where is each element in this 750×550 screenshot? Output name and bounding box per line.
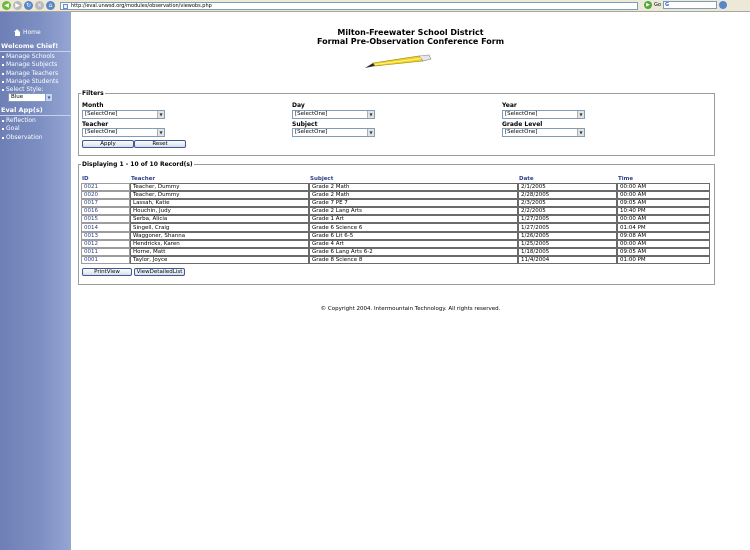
record-id-link[interactable]: 0013 (81, 232, 130, 240)
go-label[interactable]: Go (654, 2, 661, 8)
table-row (81, 248, 710, 256)
welcome-heading: Welcome Chief! (1, 42, 59, 50)
bullet-icon (2, 81, 4, 83)
home-browser-icon[interactable]: ⌂ (46, 1, 55, 10)
grade-level-select-value: [SelectOne] (505, 129, 538, 135)
time-cell: 09:05 AM (617, 199, 710, 207)
table-row (81, 223, 710, 231)
pencil-icon (363, 54, 433, 70)
record-id-link[interactable]: 0016 (81, 207, 130, 215)
address-bar[interactable] (60, 2, 638, 10)
record-id-link[interactable]: 0015 (81, 215, 130, 223)
subject-select-value: [SelectOne] (295, 129, 328, 135)
sidebar-item-manage-subjects[interactable]: Manage Subjects (2, 61, 59, 69)
record-id-link[interactable]: 0017 (81, 199, 130, 207)
home-link[interactable] (14, 29, 41, 36)
subject-cell: Grade 4 Art (309, 240, 518, 248)
print-view-button[interactable]: PrintView (82, 268, 132, 276)
reset-button[interactable]: Reset (134, 140, 186, 148)
sidebar-item-goal[interactable]: Goal (2, 125, 43, 133)
reload-icon[interactable]: ↻ (25, 1, 32, 9)
day-select-value: [SelectOne] (295, 111, 328, 117)
home-icon (14, 29, 21, 36)
sidebar-divider (0, 115, 71, 116)
search-input[interactable] (663, 1, 717, 9)
sidebar (0, 12, 71, 550)
chevron-down-icon[interactable]: ▼ (577, 111, 584, 118)
teacher-select-value: [SelectOne] (85, 129, 118, 135)
form-title: Formal Pre-Observation Conference Form (316, 37, 505, 46)
chevron-down-icon[interactable]: ▼ (367, 111, 374, 118)
record-id-link[interactable]: 0012 (81, 240, 130, 248)
sidebar-item-manage-teachers[interactable]: Manage Teachers (2, 70, 59, 78)
bullet-icon (2, 56, 4, 58)
teacher-cell: Houchin, Judy (130, 207, 309, 215)
stop-icon[interactable]: × (36, 1, 43, 9)
grade-level-select[interactable] (502, 128, 585, 137)
go-area (644, 1, 727, 9)
column-header-date[interactable]: Date (519, 176, 534, 182)
filters-legend: Filters (82, 90, 104, 97)
column-header-teacher[interactable]: Teacher (131, 176, 156, 182)
chevron-down-icon[interactable]: ▼ (577, 129, 584, 136)
table-row (81, 183, 710, 191)
record-id-link[interactable]: 0021 (81, 183, 130, 191)
time-cell: 00:00 AM (617, 215, 710, 223)
date-cell: 1/27/2005 (518, 215, 617, 223)
time-cell: 00:00 AM (617, 183, 710, 191)
year-label: Year (502, 102, 517, 109)
table-row (81, 215, 710, 223)
records-table (81, 175, 710, 264)
time-cell: 09:05 AM (617, 248, 710, 256)
address-text: http://eval.unwsd.org/modules/observation/viewobs.php (71, 3, 212, 9)
teacher-cell: Serba, Alicia (130, 215, 309, 223)
month-label: Month (82, 102, 104, 109)
column-header-time[interactable]: Time (618, 176, 634, 182)
browser-toolbar (0, 0, 750, 12)
column-header-id[interactable]: ID (82, 176, 89, 182)
records-legend: Displaying 1 - 10 of 10 Record(s) (82, 161, 193, 168)
manage-menu (2, 53, 59, 94)
bullet-icon (2, 64, 4, 66)
time-cell: 00:00 AM (617, 191, 710, 199)
subject-cell: Grade 2 Lang Arts (309, 207, 518, 215)
table-row (81, 207, 710, 215)
date-cell: 11/4/2004 (518, 256, 617, 264)
teacher-cell: Taylor, Joyce (130, 256, 309, 264)
bullet-icon (2, 137, 4, 139)
bullet-icon (2, 89, 4, 91)
subject-label: Subject (292, 121, 318, 128)
chevron-down-icon[interactable]: ▼ (367, 129, 374, 136)
subject-cell: Grade 7 PE 7 (309, 199, 518, 207)
bullet-icon (2, 73, 4, 75)
record-id-link[interactable]: 0020 (81, 191, 130, 199)
back-icon[interactable]: ◀ (2, 1, 11, 10)
date-cell: 2/3/2005 (518, 199, 617, 207)
table-row (81, 191, 710, 199)
copyright-footer: © Copyright 2004. Intermountain Technology. All rights reserved. (320, 306, 501, 312)
table-row (81, 199, 710, 207)
date-cell: 1/27/2005 (518, 223, 617, 231)
date-cell: 1/26/2005 (518, 232, 617, 240)
record-id-link[interactable]: 0001 (81, 256, 130, 264)
teacher-cell: Hendricks, Karen (130, 240, 309, 248)
go-icon[interactable]: ▶ (644, 1, 652, 9)
month-select-value: [SelectOne] (85, 111, 118, 117)
search-go-icon[interactable] (719, 1, 727, 9)
date-cell: 1/18/2005 (518, 248, 617, 256)
chevron-down-icon[interactable]: ▼ (157, 129, 164, 136)
teacher-select[interactable] (82, 128, 165, 137)
teacher-cell: Singell, Craig (130, 223, 309, 231)
day-select[interactable] (292, 110, 375, 119)
subject-cell: Grade 2 Math (309, 183, 518, 191)
grade-level-label: Grade Level (502, 121, 543, 128)
subject-select[interactable] (292, 128, 375, 137)
date-cell: 2/1/2005 (518, 183, 617, 191)
year-select-value: [SelectOne] (505, 111, 538, 117)
sidebar-divider (0, 51, 71, 52)
table-row (81, 232, 710, 240)
time-cell: 01:04 PM (617, 223, 710, 231)
date-cell: 2/2/2005 (518, 207, 617, 215)
subject-cell: Grade 6 Lang Arts 6-2 (309, 248, 518, 256)
teacher-cell: Teacher, Dummy (130, 191, 309, 199)
chevron-down-icon[interactable]: ▼ (157, 111, 164, 118)
subject-cell: Grade 2 Math (309, 191, 518, 199)
table-header-row (81, 175, 710, 183)
column-header-subject[interactable]: Subject (310, 176, 334, 182)
google-icon: G (664, 2, 670, 8)
time-cell: 00:00 AM (617, 240, 710, 248)
table-row (81, 240, 710, 248)
sidebar-item-manage-schools[interactable]: Manage Schools (2, 53, 59, 61)
teacher-cell: Waggoner, Shanna (130, 232, 309, 240)
eval-menu (2, 117, 43, 142)
style-select-value: Blue (11, 94, 24, 100)
sidebar-item-reflection[interactable]: Reflection (2, 117, 43, 125)
subject-cell: Grade 1 Art (309, 215, 518, 223)
subject-cell: Grade 6 Lit 6-5 (309, 232, 518, 240)
day-label: Day (292, 102, 305, 109)
subject-cell: Grade 6 Science 6 (309, 223, 518, 231)
date-cell: 2/28/2005 (518, 191, 617, 199)
district-title: Milton-Freewater School District (337, 28, 484, 37)
time-cell: 09:08 AM (617, 232, 710, 240)
bullet-icon (2, 128, 4, 130)
table-row (81, 256, 710, 264)
teacher-cell: Horne, Matt (130, 248, 309, 256)
sidebar-item-observation[interactable]: Observation (2, 134, 43, 142)
bullet-icon (2, 120, 4, 122)
chevron-down-icon[interactable]: ▼ (45, 94, 52, 101)
view-detailed-list-button[interactable]: ViewDetailedList (134, 268, 185, 276)
style-select[interactable] (8, 93, 53, 102)
record-id-link[interactable]: 0014 (81, 223, 130, 231)
sidebar-item-select-style: Select Style: (2, 86, 59, 94)
forward-icon[interactable]: ▶ (13, 1, 22, 10)
eval-apps-heading: Eval App(s) (1, 106, 43, 114)
teacher-label: Teacher (82, 121, 109, 128)
month-select[interactable] (82, 110, 165, 119)
record-id-link[interactable]: 0011 (81, 248, 130, 256)
subject-cell: Grade 8 Science 8 (309, 256, 518, 264)
date-cell: 1/25/2005 (518, 240, 617, 248)
teacher-cell: Lassah, Katie (130, 199, 309, 207)
page-icon (63, 4, 68, 9)
time-cell: 10:40 PM (617, 207, 710, 215)
time-cell: 01:00 PM (617, 256, 710, 264)
home-label: Home (23, 29, 41, 36)
apply-button[interactable]: Apply (82, 140, 134, 148)
sidebar-item-manage-students[interactable]: Manage Students (2, 78, 59, 86)
year-select[interactable] (502, 110, 585, 119)
teacher-cell: Teacher, Dummy (130, 183, 309, 191)
